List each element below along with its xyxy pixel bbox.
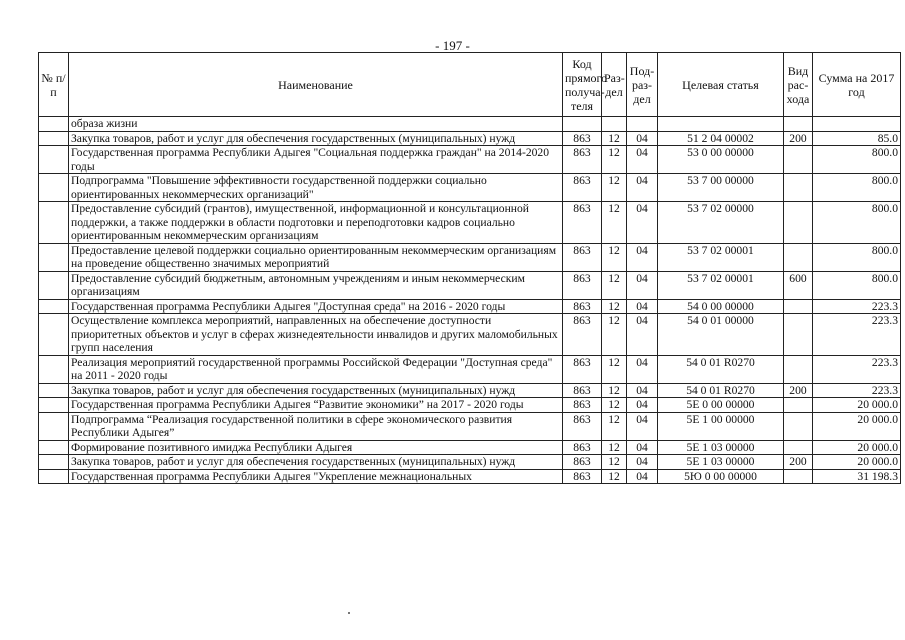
header-name: Наименование — [69, 53, 563, 117]
cell-name: Реализация мероприятий государственной программы Российской Федерации "Доступная среда" на 2011 - 2020 годы — [69, 355, 563, 383]
cell-name: Осуществление комплекса мероприятий, направленных на обеспечение доступности приоритетных объектов и услуг в сферах жизнедеятельности инвалидов и других маломобильных групп населения — [69, 314, 563, 356]
cell-num — [39, 271, 69, 299]
cell-amount: 20 000.0 — [813, 455, 901, 470]
cell-code: 863 — [563, 146, 602, 174]
cell-expense-type — [784, 440, 813, 455]
cell-section: 12 — [602, 174, 627, 202]
cell-code: 863 — [563, 131, 602, 146]
table-row — [39, 131, 901, 146]
cell-target: 51 2 04 00002 — [658, 131, 784, 146]
cell-amount: 800.0 — [813, 202, 901, 244]
cell-name: Государственная программа Республики Адыгея "Укрепление межнациональных — [69, 469, 563, 484]
cell-target: 5Ю 0 00 00000 — [658, 469, 784, 484]
cell-amount: 223.3 — [813, 314, 901, 356]
cell-num — [39, 243, 69, 271]
cell-expense-type — [784, 174, 813, 202]
cell-subsection: 04 — [627, 271, 658, 299]
cell-amount: 31 198.3 — [813, 469, 901, 484]
cell-amount: 223.3 — [813, 383, 901, 398]
cell-name: Государственная программа Республики Адыгея "Доступная среда" на 2016 - 2020 годы — [69, 299, 563, 314]
cell-name: Закупка товаров, работ и услуг для обеспечения государственных (муниципальных) нужд — [69, 383, 563, 398]
cell-subsection: 04 — [627, 202, 658, 244]
table-row — [39, 398, 901, 413]
cell-target: 54 0 00 00000 — [658, 299, 784, 314]
cell-num — [39, 440, 69, 455]
header-code: Код прямого получа-теля — [563, 53, 602, 117]
cell-expense-type — [784, 243, 813, 271]
cell-section: 12 — [602, 440, 627, 455]
table-row — [39, 469, 901, 484]
cell-target: 53 7 00 00000 — [658, 174, 784, 202]
table-row — [39, 202, 901, 244]
cell-num — [39, 131, 69, 146]
table-row — [39, 412, 901, 440]
cell-expense-type: 200 — [784, 383, 813, 398]
cell-num — [39, 383, 69, 398]
cell-section: 12 — [602, 131, 627, 146]
header-target: Целевая статья — [658, 53, 784, 117]
cell-name: Подпрограмма "Повышение эффективности государственной поддержки социально ориентированных некоммерческих организаций" — [69, 174, 563, 202]
cell-target: 5Е 1 00 00000 — [658, 412, 784, 440]
cell-section — [602, 117, 627, 132]
cell-num — [39, 469, 69, 484]
cell-code: 863 — [563, 174, 602, 202]
cell-subsection — [627, 117, 658, 132]
cell-target: 54 0 01 00000 — [658, 314, 784, 356]
cell-section: 12 — [602, 299, 627, 314]
cell-code: 863 — [563, 398, 602, 413]
cell-code: 863 — [563, 299, 602, 314]
cell-section: 12 — [602, 314, 627, 356]
cell-subsection: 04 — [627, 469, 658, 484]
cell-code: 863 — [563, 440, 602, 455]
cell-code: 863 — [563, 412, 602, 440]
cell-expense-type: 600 — [784, 271, 813, 299]
cell-subsection: 04 — [627, 383, 658, 398]
cell-name: Формирование позитивного имиджа Республики Адыгея — [69, 440, 563, 455]
cell-num — [39, 299, 69, 314]
cell-subsection: 04 — [627, 243, 658, 271]
cell-num — [39, 117, 69, 132]
cell-target — [658, 117, 784, 132]
cell-code: 863 — [563, 469, 602, 484]
cell-section: 12 — [602, 243, 627, 271]
table-row — [39, 299, 901, 314]
cell-code: 863 — [563, 355, 602, 383]
cell-subsection: 04 — [627, 299, 658, 314]
table-row — [39, 355, 901, 383]
cell-target: 53 7 02 00000 — [658, 202, 784, 244]
table-row — [39, 117, 901, 132]
table-row — [39, 174, 901, 202]
cell-section: 12 — [602, 355, 627, 383]
cell-section: 12 — [602, 455, 627, 470]
cell-subsection: 04 — [627, 174, 658, 202]
cell-section: 12 — [602, 383, 627, 398]
cell-code: 863 — [563, 314, 602, 356]
cell-code: 863 — [563, 271, 602, 299]
table-row — [39, 243, 901, 271]
cell-code: 863 — [563, 202, 602, 244]
cell-name: Предоставление целевой поддержки социально ориентированным некоммерческим организациям на проведение общественно значимых мероприятий — [69, 243, 563, 271]
cell-code: 863 — [563, 455, 602, 470]
header-section: Раз-дел — [602, 53, 627, 117]
cell-expense-type — [784, 314, 813, 356]
cell-subsection: 04 — [627, 131, 658, 146]
cell-num — [39, 412, 69, 440]
cell-amount: 800.0 — [813, 146, 901, 174]
table-row — [39, 440, 901, 455]
cell-subsection: 04 — [627, 146, 658, 174]
cell-name: Государственная программа Республики Адыгея “Развитие экономики” на 2017 - 2020 годы — [69, 398, 563, 413]
cell-name: Закупка товаров, работ и услуг для обеспечения государственных (муниципальных) нужд — [69, 455, 563, 470]
cell-expense-type — [784, 412, 813, 440]
header-num: № п/п — [39, 53, 69, 117]
header-expense-type: Вид рас-хода — [784, 53, 813, 117]
cell-target: 53 7 02 00001 — [658, 243, 784, 271]
cell-subsection: 04 — [627, 355, 658, 383]
cell-code: 863 — [563, 243, 602, 271]
table-row — [39, 146, 901, 174]
cell-expense-type — [784, 398, 813, 413]
cell-num — [39, 398, 69, 413]
cell-num — [39, 202, 69, 244]
cell-subsection: 04 — [627, 440, 658, 455]
cell-subsection: 04 — [627, 412, 658, 440]
cell-subsection: 04 — [627, 314, 658, 356]
cell-name: Предоставление субсидий (грантов), имущественной, информационной и консультационной поддержки, а также поддержки в области подготовки и переподготовки кадров социально ориентированным некоммерческим организациям — [69, 202, 563, 244]
cell-amount: 85.0 — [813, 131, 901, 146]
cell-target: 5Е 1 03 00000 — [658, 455, 784, 470]
cell-amount: 800.0 — [813, 174, 901, 202]
cell-code: 863 — [563, 383, 602, 398]
cell-name: Подпрограмма “Реализация государственной политики в сфере экономического развития Республики Адыгея” — [69, 412, 563, 440]
cell-amount: 20 000.0 — [813, 440, 901, 455]
table-row — [39, 383, 901, 398]
cell-subsection: 04 — [627, 398, 658, 413]
cell-amount: 20 000.0 — [813, 398, 901, 413]
cell-amount: 20 000.0 — [813, 412, 901, 440]
cell-expense-type: 200 — [784, 455, 813, 470]
cell-section: 12 — [602, 412, 627, 440]
cell-target: 53 0 00 00000 — [658, 146, 784, 174]
cell-num — [39, 314, 69, 356]
table-row — [39, 455, 901, 470]
cell-name: Закупка товаров, работ и услуг для обеспечения государственных (муниципальных) нужд — [69, 131, 563, 146]
cell-name: Предоставление субсидий бюджетным, автономным учреждениям и иным некоммерческим организациям — [69, 271, 563, 299]
cell-amount: 223.3 — [813, 355, 901, 383]
header-subsection: Под-раз-дел — [627, 53, 658, 117]
cell-section: 12 — [602, 202, 627, 244]
cell-target: 5Е 0 00 00000 — [658, 398, 784, 413]
cell-num — [39, 146, 69, 174]
cell-code — [563, 117, 602, 132]
cell-amount: 800.0 — [813, 271, 901, 299]
cell-target: 53 7 02 00001 — [658, 271, 784, 299]
cell-num — [39, 355, 69, 383]
cell-amount: 223.3 — [813, 299, 901, 314]
cell-num — [39, 174, 69, 202]
header-amount: Сумма на 2017 год — [813, 53, 901, 117]
cell-expense-type — [784, 117, 813, 132]
cell-name: образа жизни — [69, 117, 563, 132]
cell-amount — [813, 117, 901, 132]
table-row — [39, 314, 901, 356]
cell-num — [39, 455, 69, 470]
cell-section: 12 — [602, 271, 627, 299]
cell-expense-type — [784, 469, 813, 484]
scan-speck — [348, 612, 350, 614]
cell-expense-type: 200 — [784, 131, 813, 146]
table-row — [39, 271, 901, 299]
cell-section: 12 — [602, 146, 627, 174]
cell-section: 12 — [602, 398, 627, 413]
cell-target: 5Е 1 03 00000 — [658, 440, 784, 455]
cell-name: Государственная программа Республики Адыгея "Социальная поддержка граждан" на 2014-2020 годы — [69, 146, 563, 174]
cell-target: 54 0 01 R0270 — [658, 355, 784, 383]
cell-subsection: 04 — [627, 455, 658, 470]
budget-table — [38, 52, 901, 484]
cell-expense-type — [784, 299, 813, 314]
page-number: - 197 - — [435, 38, 470, 53]
cell-expense-type — [784, 355, 813, 383]
cell-section: 12 — [602, 469, 627, 484]
cell-amount: 800.0 — [813, 243, 901, 271]
table-header-row — [39, 53, 901, 117]
cell-expense-type — [784, 146, 813, 174]
cell-expense-type — [784, 202, 813, 244]
cell-target: 54 0 01 R0270 — [658, 383, 784, 398]
